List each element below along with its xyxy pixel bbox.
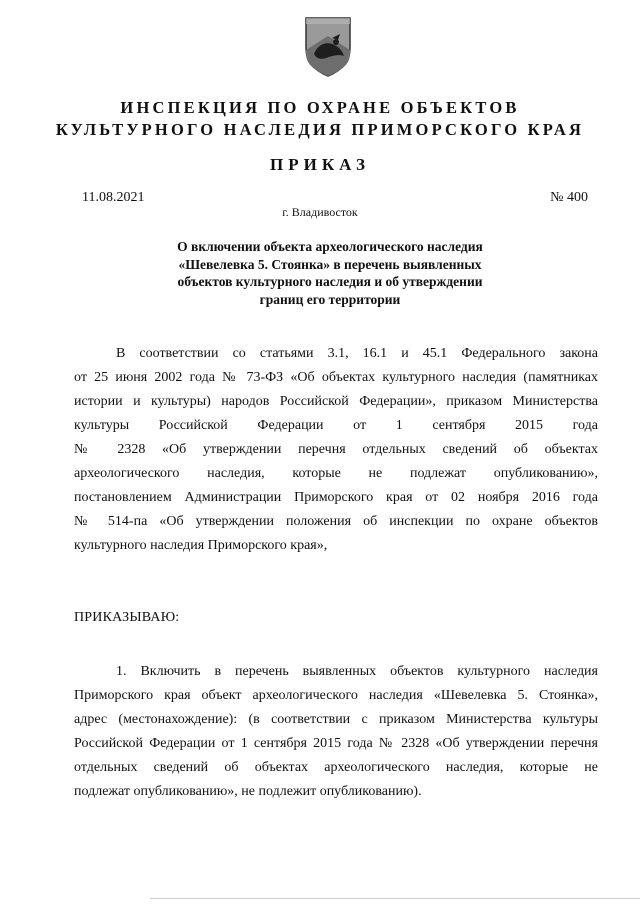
document-subject — [140, 238, 520, 308]
paragraph-line: постановлением Администрации Приморского края от 02 ноября 2016 года — [74, 490, 598, 505]
subject-line: границ его территории — [259, 291, 401, 307]
paragraph-line: № 514-па «Об утверждении положения об инспекции по охране объектов — [74, 514, 598, 529]
paragraph-line: 1. Включить в перечень выявленных объектов культурного наследия — [116, 664, 598, 679]
coat-of-arms-emblem-icon — [302, 14, 354, 78]
paragraph-line: Российской Федерации от 1 сентября 2015 года № 2328 «Об утверждении перечня — [74, 736, 598, 751]
order-word: ПРИКАЗЫВАЮ: — [74, 610, 180, 625]
paragraph-line: культурного наследия Приморского края», — [74, 538, 328, 553]
paragraph-line: культуры Российской Федерации от 1 сентября 2015 года — [74, 418, 598, 433]
document-date: 11.08.2021 — [82, 190, 145, 205]
paragraph-line: Приморского края объект археологического наследия «Шевелевка 5. Стоянка», — [74, 688, 598, 703]
page-bottom-divider — [150, 898, 640, 899]
subject-line: объектов культурного наследия и об утверждении — [177, 274, 483, 289]
paragraph-line: подлежат опубликованию», не подлежит опубликованию). — [74, 784, 422, 799]
agency-name-line-2: КУЛЬТУРНОГО НАСЛЕДИЯ ПРИМОРСКОГО КРАЯ — [55, 120, 585, 139]
order-item-1 — [74, 660, 598, 804]
document-number: № 400 — [550, 190, 588, 205]
paragraph-line: отдельных сведений об объектах археологического наследия, которые не — [74, 760, 598, 775]
paragraph-line: археологического наследия, которые не подлежат опубликованию», — [74, 466, 598, 481]
document-type-title: ПРИКАЗ — [270, 155, 370, 174]
paragraph-line: от 25 июня 2002 года № 73-ФЗ «Об объектах культурного наследия (памятниках — [74, 370, 598, 385]
agency-name-line-1: ИНСПЕКЦИЯ ПО ОХРАНЕ ОБЪЕКТОВ — [120, 98, 520, 117]
preamble-paragraph — [74, 342, 598, 558]
subject-line: «Шевелевка 5. Стоянка» в перечень выявленных — [178, 256, 482, 272]
document-city: г. Владивосток — [282, 205, 358, 219]
subject-line: О включении объекта археологического наследия — [177, 239, 483, 254]
paragraph-line: адрес (местонахождение): (в соответствии с приказом Министерства культуры — [74, 712, 598, 727]
paragraph-line: В соответствии со статьями 3.1, 16.1 и 45.1 Федерального закона — [116, 346, 598, 361]
paragraph-line: № 2328 «Об утверждении перечня отдельных сведений об объектах — [74, 442, 598, 457]
paragraph-line: истории и культуры) народов Российской Федерации», приказом Министерства — [74, 394, 598, 409]
